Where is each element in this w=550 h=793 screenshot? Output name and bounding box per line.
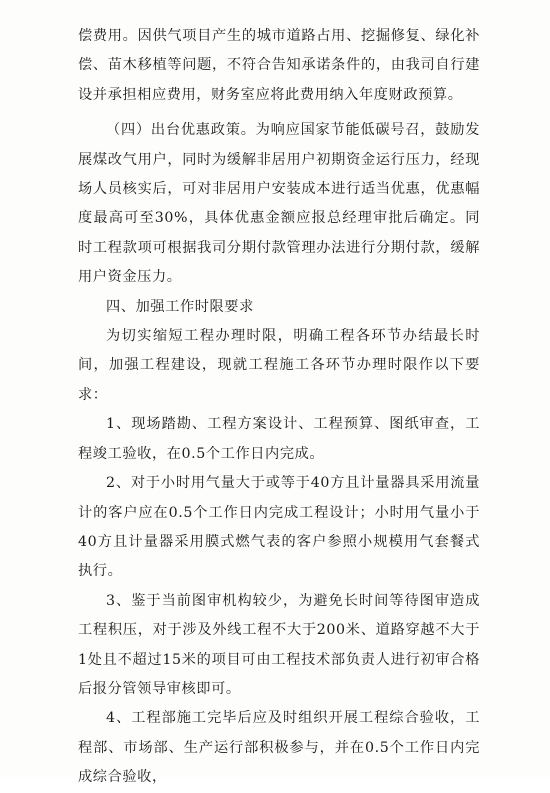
paragraph-preferential-policy: （四）出台优惠政策。为响应国家节能低碳号召，鼓励发展煤改气用户，同时为缓解非居用户初期资金运行压力，经现场人员核实后，可对非居用户安装成本进行适当优惠，优惠幅度最高可至30%，具体优惠金额应报总经理审批后确定。同时工程款项可根据我司分期付款管理办法进行分期付款，缓解用户资金压力。 <box>78 122 480 286</box>
section-heading-time-limits: 四、加强工作时限要求 <box>106 298 254 315</box>
paragraph-compensation-costs: 偿费用。因供气项目产生的城市道路占用、挖掘修复、绿化补偿、苗木移植等问题，不符合告知承诺条件的，由我司自行建设并承担相应费用，财务室应将此费用纳入年度财政预算。 <box>78 28 480 103</box>
list-item-3-drawing-review: 3、鉴于当前图审机构较少，为避免长时间等待图审造成工程积压，对于涉及外线工程不大于200米、道路穿越不大于1处且不超过15米的项目可由工程技术部负责人进行初审合格后报分管领导审核即可。 <box>78 592 480 697</box>
list-item-1-survey-acceptance: 1、现场踏勘、工程方案设计、工程预算、图纸审查，工程竣工验收，在0.5个工作日内完成。 <box>78 416 480 462</box>
list-item-2-engineering-design: 2、对于小时用气量大于或等于40方且计量器具采用流量计的客户应在0.5个工作日内完成工程设计；小时用气量小于40方且计量器采用膜式燃气表的客户参照小规模用气套餐式执行。 <box>78 475 480 580</box>
list-item-4-comprehensive-acceptance: 4、工程部施工完毕后应及时组织开展工程综合验收，工程部、市场部、生产运行部积极参与，并在0.5个工作日内完成综合验收， <box>78 710 480 786</box>
paragraph-time-limit-intro: 为切实缩短工程办理时限，明确工程各环节办结最长时间，加强工程建设，现就工程施工各环节办理时限作以下要求： <box>78 328 480 403</box>
